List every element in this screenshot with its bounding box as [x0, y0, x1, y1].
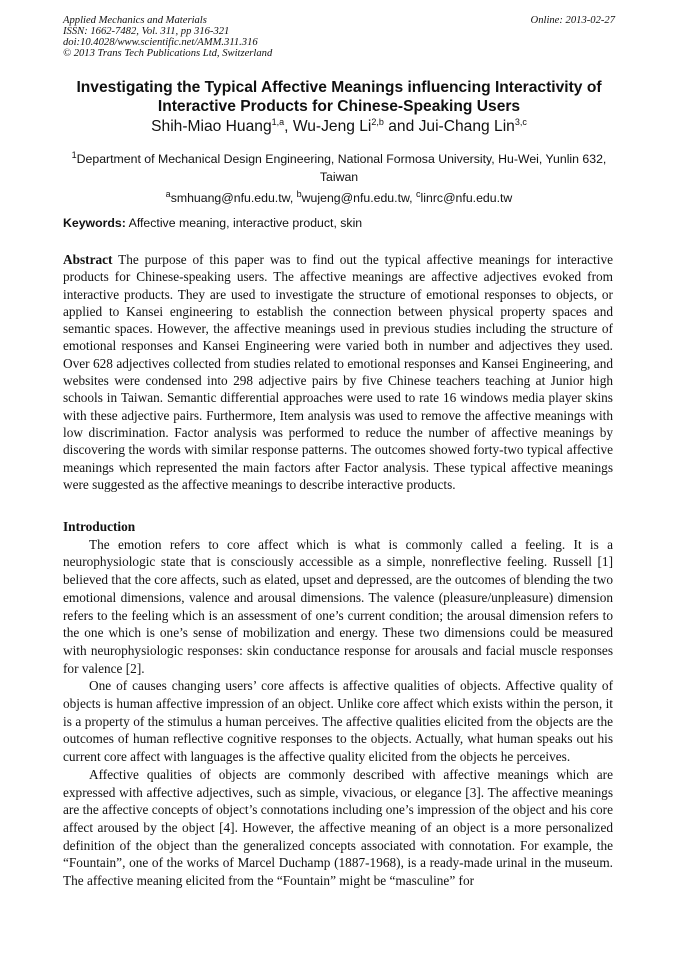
affiliation-text: Department of Mechanical Design Engineering, National Formosa University, Hu-Wei, Yunlin 632, Taiwan [76, 152, 607, 185]
journal-header [63, 15, 272, 59]
email[interactable]: wujeng@nfu.edu.tw, [301, 191, 417, 206]
affiliation [63, 146, 615, 186]
email-sup: b [296, 189, 302, 199]
emails [40, 189, 638, 205]
email-sup: c [416, 189, 421, 199]
email-sup: a [165, 189, 171, 199]
email[interactable]: linrc@nfu.edu.tw [420, 191, 513, 206]
separator: and [383, 118, 419, 136]
introduction-section [63, 518, 613, 890]
separator: , [284, 118, 293, 136]
online-date: Online: 2013-02-27 [530, 15, 615, 26]
paragraph: Affective qualities of objects are commonly described with affective meanings which are expressed with affective adjectives, such as simple, vivacious, or elegance [3]. The affective meanings are the affective concepts of object’s connotations including one’s impression of the object and his core affect aroused by the object [4]. However, the affective meaning of an object is a more personalized definition of the object than the generalized concepts associated with connotation. For example, the “Fountain”, one of the works of Marcel Duchamp (1887-1968), is a ready-made urinal in the museum. The affective meaning elicited from the “Fountain” might be “masculine” for [63, 766, 613, 889]
issn: ISSN: 1662-7482, Vol. 311, pp 316-321 [63, 26, 230, 37]
author-name: Wu-Jeng Li [292, 118, 372, 136]
affiliation-sup: 1 [71, 150, 77, 160]
email[interactable]: smhuang@nfu.edu.tw, [170, 191, 297, 206]
keywords [63, 216, 362, 230]
author-name: Shih-Miao Huang [151, 118, 272, 136]
journal-name: Applied Mechanics and Materials [63, 15, 207, 26]
author-sup: 1,a [271, 117, 285, 127]
doi: doi:10.4028/www.scientific.net/AMM.311.316 [63, 37, 258, 48]
abstract-label: Abstract [63, 252, 113, 267]
paragraph: The emotion refers to core affect which is what is commonly called a feeling. It is a neurophysiologic state that is consciously accessible as a simple, nonreflective feeling. Russell [1] believed that the core affects, such as elated, upset and depressed, are the outcomes of blending the two emotional dimensions, valence and arousal dimensions. The valence (pleasure/unpleasure) dimension refers to the feeling which is an assessment of one’s current condition; the arousal dimension refers to the one which is one’s sense of mobilization and energy. These two dimensions could be measured with neurophysiologic responses: skin conductance response for arousals and facial muscle responses for valence [2]. [63, 536, 613, 676]
keywords-text: Affective meaning, interactive product, skin [125, 216, 363, 230]
author-sup: 2,b [371, 117, 384, 127]
section-heading: Introduction [63, 519, 136, 534]
copyright: © 2013 Trans Tech Publications Ltd, Switzerland [63, 48, 273, 59]
author-list [40, 117, 638, 136]
author-name: Jui-Chang Lin [418, 118, 515, 136]
keywords-label: Keywords: [63, 216, 126, 230]
paragraph: One of causes changing users’ core affects is affective qualities of objects. Affective quality of objects is human affective impression of an object. Unlike core affect which exists within the person, it is a property of the stimulus a human perceives. The affective qualities elicited from the objects are the outcomes of human reflective cognitive responses to the objects. Actually, what human speaks out his current core affect with languages is the affective quality elicited from the objects he perceives. [63, 678, 613, 765]
abstract-text: The purpose of this paper was to find out the typical affective meanings for interactive products for Chinese-speaking users. The affective meanings are affective adjectives evoked from interactive products. They are used to investigate the structure of emotional responses to objects, or applied to Kansei engineering to establish the connection between physical property spaces and semantic spaces. However, the affective meanings used in previous studies including the structure of emotional responses and Kansei Engineering were varied both in number and adjectives they used. Over 628 adjectives collected from studies related to emotional responses and Kansei Engineering, and websites were condensed into 298 adjective pairs by five Chinese teachers teaching at Junior high schools in Taiwan. Semantic differential approaches were used to rate 16 windows media player skins with these adjective pairs. Furthermore, Item analysis was used to remove the affective meanings with low discrimination. Factor analysis was performed to reduce the number of affective meanings by discovering the words with similar response patterns. The outcomes showed forty-two typical affective meanings which represented the main factors after Factor analysis. These typical affective meanings were suggested as the affective meanings to describe interactive products. [63, 252, 613, 492]
author-sup: 3,c [514, 117, 527, 127]
paper-title: Investigating the Typical Affective Meanings influencing Interactivity of Interactive Products for Chinese-Speaking Users [76, 79, 602, 115]
abstract [63, 251, 613, 493]
